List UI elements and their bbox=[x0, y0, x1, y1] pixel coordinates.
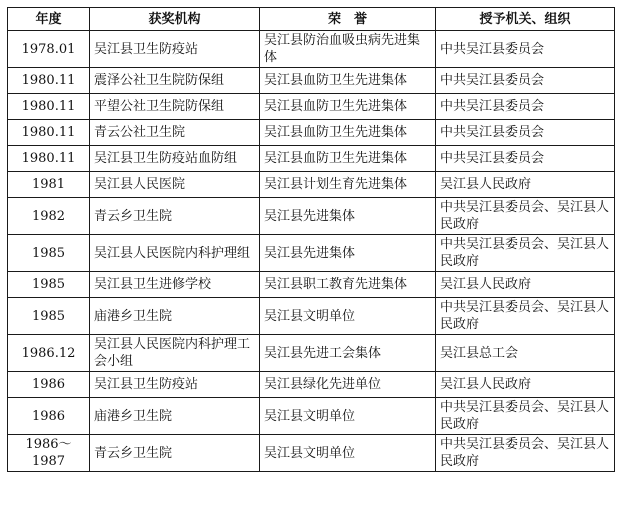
cell-grantor: 吴江县人民政府 bbox=[436, 372, 615, 398]
cell-grantor: 中共吴江县委员会、吴江县人民政府 bbox=[436, 298, 615, 335]
cell-year: 1986～1987 bbox=[8, 435, 90, 472]
cell-year: 1985 bbox=[8, 272, 90, 298]
cell-grantor: 中共吴江县委员会、吴江县人民政府 bbox=[436, 198, 615, 235]
cell-organization: 青云乡卫生院 bbox=[90, 198, 260, 235]
cell-organization: 庙港乡卫生院 bbox=[90, 398, 260, 435]
cell-year: 1980.11 bbox=[8, 146, 90, 172]
cell-honor: 吴江县职工教育先进集体 bbox=[260, 272, 436, 298]
header-honor: 荣 誉 bbox=[260, 8, 436, 31]
cell-grantor: 吴江县人民政府 bbox=[436, 272, 615, 298]
cell-honor: 吴江县血防卫生先进集体 bbox=[260, 146, 436, 172]
table-row bbox=[8, 198, 615, 235]
award-table bbox=[7, 7, 615, 472]
cell-honor: 吴江县文明单位 bbox=[260, 435, 436, 472]
cell-year: 1985 bbox=[8, 298, 90, 335]
cell-year: 1986 bbox=[8, 398, 90, 435]
cell-year: 1986 bbox=[8, 372, 90, 398]
table-row bbox=[8, 435, 615, 472]
cell-year: 1985 bbox=[8, 235, 90, 272]
cell-organization: 青云乡卫生院 bbox=[90, 435, 260, 472]
table-row bbox=[8, 372, 615, 398]
cell-grantor: 中共吴江县委员会 bbox=[436, 120, 615, 146]
header-year: 年度 bbox=[8, 8, 90, 31]
table-row bbox=[8, 172, 615, 198]
table-header-row bbox=[8, 8, 615, 31]
cell-organization: 吴江县卫生防疫站血防组 bbox=[90, 146, 260, 172]
cell-grantor: 吴江县总工会 bbox=[436, 335, 615, 372]
table-row bbox=[8, 272, 615, 298]
cell-year: 1986.12 bbox=[8, 335, 90, 372]
cell-honor: 吴江县先进集体 bbox=[260, 198, 436, 235]
cell-grantor: 吴江县人民政府 bbox=[436, 172, 615, 198]
table-row bbox=[8, 335, 615, 372]
cell-year: 1980.11 bbox=[8, 120, 90, 146]
table-row bbox=[8, 235, 615, 272]
cell-organization: 平望公社卫生院防保组 bbox=[90, 94, 260, 120]
table-row bbox=[8, 120, 615, 146]
cell-organization: 吴江县人民医院内科护理组 bbox=[90, 235, 260, 272]
cell-organization: 吴江县卫生进修学校 bbox=[90, 272, 260, 298]
cell-honor: 吴江县文明单位 bbox=[260, 398, 436, 435]
cell-honor: 吴江县先进集体 bbox=[260, 235, 436, 272]
cell-year: 1981 bbox=[8, 172, 90, 198]
cell-honor: 吴江县先进工会集体 bbox=[260, 335, 436, 372]
cell-honor: 吴江县文明单位 bbox=[260, 298, 436, 335]
cell-organization: 青云公社卫生院 bbox=[90, 120, 260, 146]
cell-organization: 吴江县人民医院内科护理工会小组 bbox=[90, 335, 260, 372]
cell-year: 1978.01 bbox=[8, 31, 90, 68]
header-grantor: 授予机关、组织 bbox=[436, 8, 615, 31]
cell-honor: 吴江县血防卫生先进集体 bbox=[260, 94, 436, 120]
cell-year: 1980.11 bbox=[8, 94, 90, 120]
table-row bbox=[8, 298, 615, 335]
cell-organization: 吴江县卫生防疫站 bbox=[90, 31, 260, 68]
cell-honor: 吴江县计划生育先进集体 bbox=[260, 172, 436, 198]
cell-organization: 吴江县卫生防疫站 bbox=[90, 372, 260, 398]
table-row bbox=[8, 94, 615, 120]
cell-grantor: 中共吴江县委员会 bbox=[436, 68, 615, 94]
cell-year: 1980.11 bbox=[8, 68, 90, 94]
cell-honor: 吴江县血防卫生先进集体 bbox=[260, 68, 436, 94]
table-row bbox=[8, 31, 615, 68]
cell-grantor: 中共吴江县委员会 bbox=[436, 31, 615, 68]
table-row bbox=[8, 68, 615, 94]
table-row bbox=[8, 398, 615, 435]
cell-grantor: 中共吴江县委员会、吴江县人民政府 bbox=[436, 398, 615, 435]
cell-honor: 吴江县绿化先进单位 bbox=[260, 372, 436, 398]
cell-honor: 吴江县防治血吸虫病先进集体 bbox=[260, 31, 436, 68]
cell-year: 1982 bbox=[8, 198, 90, 235]
cell-grantor: 中共吴江县委员会、吴江县人民政府 bbox=[436, 235, 615, 272]
cell-organization: 吴江县人民医院 bbox=[90, 172, 260, 198]
award-table-container bbox=[7, 7, 614, 472]
header-organization: 获奖机构 bbox=[90, 8, 260, 31]
cell-grantor: 中共吴江县委员会、吴江县人民政府 bbox=[436, 435, 615, 472]
cell-honor: 吴江县血防卫生先进集体 bbox=[260, 120, 436, 146]
cell-grantor: 中共吴江县委员会 bbox=[436, 94, 615, 120]
cell-organization: 庙港乡卫生院 bbox=[90, 298, 260, 335]
table-row bbox=[8, 146, 615, 172]
cell-grantor: 中共吴江县委员会 bbox=[436, 146, 615, 172]
cell-organization: 震泽公社卫生院防保组 bbox=[90, 68, 260, 94]
